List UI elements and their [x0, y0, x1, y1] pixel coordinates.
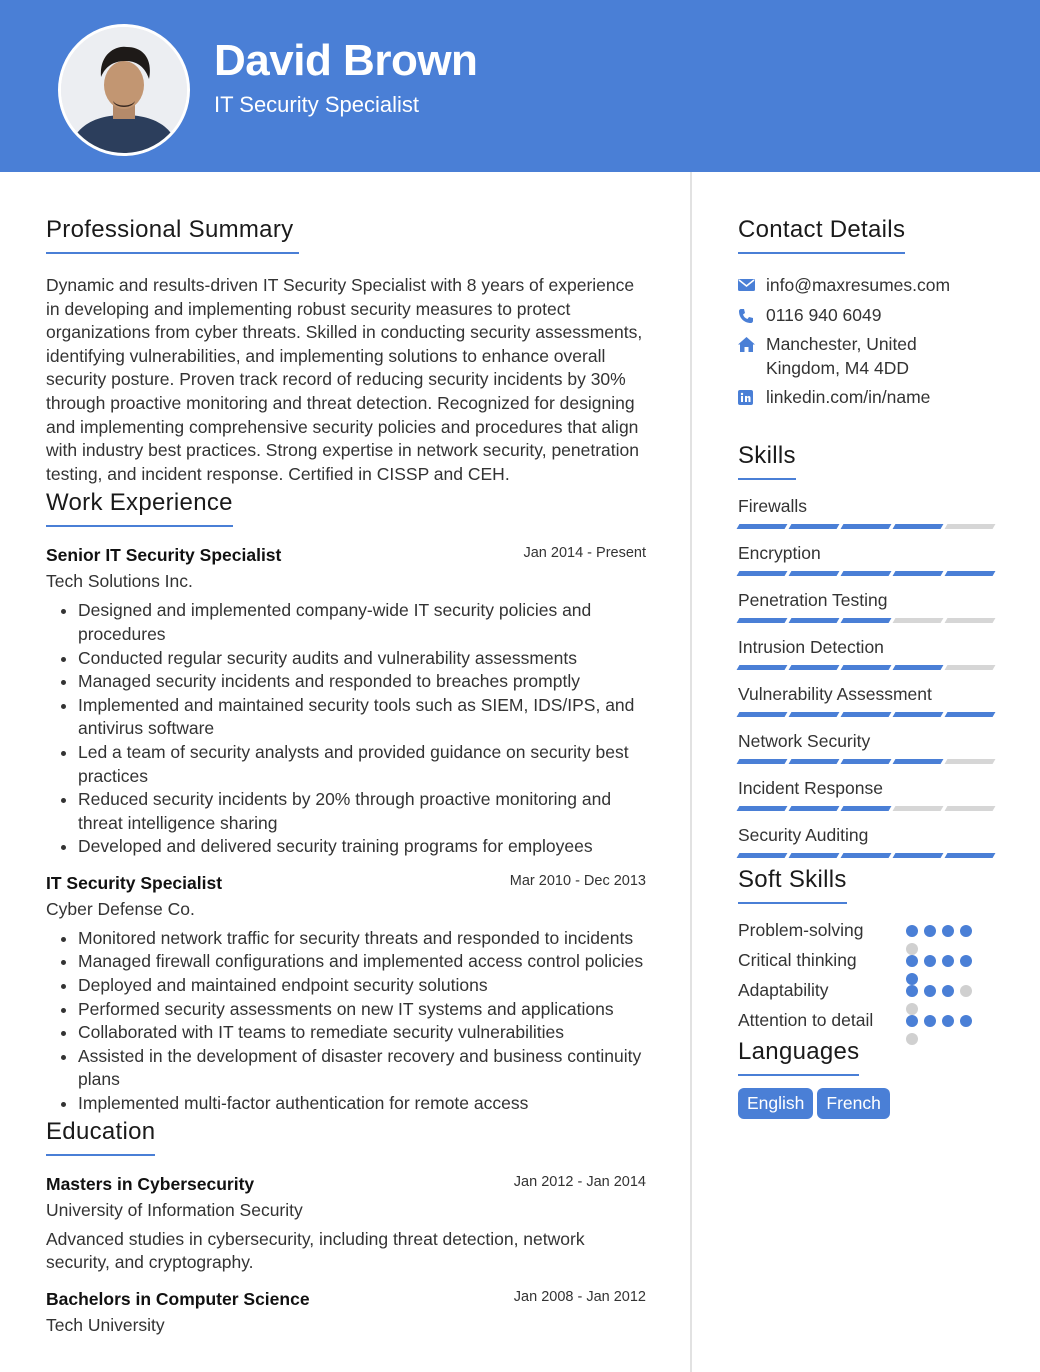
list-item: • Monitored network traffic for security threats and responded to incidents	[78, 927, 646, 951]
skill-level-segment	[737, 618, 788, 623]
skill-level-bar	[738, 853, 994, 858]
skill-level-bar	[738, 665, 994, 670]
list-item: • Performed security assessments on new IT systems and applications	[78, 998, 646, 1022]
education-entry	[46, 1289, 646, 1337]
list-item: • Assisted in the development of disaster recovery and business continuity plans	[78, 1045, 646, 1092]
list-item: • Conducted regular security audits and vulnerability assessments	[78, 647, 646, 671]
skill-level-segment	[737, 571, 788, 576]
skill-level-segment	[945, 524, 996, 529]
main-column	[46, 172, 646, 1337]
skill-level-segment	[737, 665, 788, 670]
degree: Masters in Cybersecurity	[46, 1173, 255, 1194]
job-role: Senior IT Security Specialist	[46, 545, 282, 566]
skill-name: Firewalls	[738, 495, 808, 516]
soft-skill-row	[738, 1008, 998, 1032]
soft-skill-row	[738, 948, 998, 972]
skill-level-segment	[737, 759, 788, 764]
skill-level-segment	[789, 759, 840, 764]
rating-dot	[942, 955, 954, 967]
skill-level-segment	[789, 712, 840, 717]
soft-skills-list	[738, 918, 998, 1032]
summary-text: Dynamic and results-driven IT Security Specialist with 8 years of experience in developing and implementing robust security measures to protect organizations from cyber threats. Skilled in conducting security assessments, identifying vulnerabilities, and implementing solutions to enhance overall security posture. Proven track record of reducing security incidents by 30% through proactive monitoring and threat detection. Recognized for designing and implementing comprehensive security policies and procedures that align with industry best practices. Strong expertise in network security, penetration testing, and incident response. Certified in CISSP and CEH.	[46, 275, 643, 484]
candidate-title: IT Security Specialist	[214, 92, 420, 117]
skill-level-segment	[945, 806, 996, 811]
rating-dot	[960, 925, 972, 937]
skill-level-bar	[738, 571, 994, 576]
skill-level-segment	[789, 524, 840, 529]
rating-dot	[924, 1015, 936, 1027]
skill-level-segment	[841, 759, 892, 764]
resume-header	[0, 0, 1040, 172]
skill-level-segment	[893, 853, 944, 858]
linkedin-icon	[738, 390, 753, 405]
skill-level-segment	[789, 806, 840, 811]
list-item: • Implemented and maintained security tools such as SIEM, IDS/IPS, and antivirus software	[78, 694, 646, 741]
education-date: Jan 2008 - Jan 2012	[513, 1288, 646, 1305]
job-entry	[46, 873, 646, 1116]
skill-level-segment	[893, 524, 944, 529]
side-column	[738, 172, 998, 1119]
contact-phone[interactable]: 0116 940 6049	[738, 304, 998, 328]
skill-level-segment	[945, 712, 996, 717]
skill-level-segment	[893, 759, 944, 764]
skill-level-segment	[737, 524, 788, 529]
rating-dot	[960, 1015, 972, 1027]
soft-skills-heading: Soft Skills	[738, 866, 847, 904]
skill-level-segment	[893, 665, 944, 670]
skill-level-bar	[738, 524, 994, 529]
home-icon	[738, 337, 755, 352]
job-bullets	[46, 927, 646, 1116]
skill-level-bar	[738, 806, 994, 811]
column-divider	[690, 172, 692, 1372]
skill-level-segment	[841, 712, 892, 717]
job-role: IT Security Specialist	[46, 872, 223, 893]
skill-name: Penetration Testing	[738, 589, 888, 610]
rating-dot	[924, 925, 936, 937]
education-date: Jan 2012 - Jan 2014	[513, 1173, 646, 1190]
languages-list	[738, 1088, 998, 1119]
rating-dot	[942, 925, 954, 937]
job-bullets	[46, 599, 646, 859]
skill-level-segment	[789, 618, 840, 623]
skill-level-segment	[945, 759, 996, 764]
skill-level-segment	[893, 618, 944, 623]
soft-skill-name: Critical thinking	[738, 949, 857, 970]
contact-heading: Contact Details	[738, 216, 905, 254]
skill-level-bar	[738, 759, 994, 764]
job-date: Mar 2010 - Dec 2013	[509, 872, 646, 889]
skill-level-segment	[841, 571, 892, 576]
list-item: • Developed and delivered security training programs for employees	[78, 835, 646, 859]
skill-level-segment	[841, 665, 892, 670]
rating-dot	[906, 1015, 918, 1027]
skill-level-segment	[737, 712, 788, 717]
language-chip: French	[817, 1088, 889, 1119]
education-entry	[46, 1174, 646, 1275]
skills-list	[738, 494, 998, 858]
skill-level-segment	[737, 853, 788, 858]
education-description: Advanced studies in cybersecurity, including threat detection, network security, and cryptography.	[46, 1228, 585, 1273]
rating-dot	[906, 985, 918, 997]
job-company: Cyber Defense Co.	[46, 898, 195, 919]
job-date: Jan 2014 - Present	[523, 545, 646, 562]
list-item: • Led a team of security analysts and provided guidance on security best practices	[78, 741, 646, 788]
skill-level-segment	[945, 571, 996, 576]
rating-dot	[924, 955, 936, 967]
skill-name: Incident Response	[738, 777, 883, 798]
education-heading: Education	[46, 1118, 155, 1156]
languages-heading: Languages	[738, 1038, 859, 1076]
candidate-name: David Brown	[214, 36, 478, 85]
rating-dot	[960, 985, 972, 997]
skill-name: Security Auditing	[738, 824, 869, 845]
skill-name: Encryption	[738, 542, 821, 563]
skill-level-segment	[893, 571, 944, 576]
list-item: • Managed security incidents and responded to breaches promptly	[78, 670, 646, 694]
job-company: Tech Solutions Inc.	[46, 571, 193, 592]
contact-linkedin[interactable]: linkedin.com/in/name	[738, 386, 998, 410]
soft-skill-name: Adaptability	[738, 979, 829, 1000]
school: University of Information Security	[46, 1199, 303, 1220]
skill-level-segment	[893, 806, 944, 811]
skill-level-bar	[738, 712, 994, 717]
skill-level-segment	[789, 853, 840, 858]
skill-name: Vulnerability Assessment	[738, 683, 932, 704]
rating-dot	[906, 955, 918, 967]
rating-dot	[924, 985, 936, 997]
phone-icon	[738, 308, 754, 324]
soft-skill-row	[738, 918, 998, 942]
envelope-icon	[738, 278, 755, 292]
skill-level-segment	[893, 712, 944, 717]
profile-photo	[58, 24, 190, 156]
rating-dot	[906, 925, 918, 937]
skill-level-segment	[945, 665, 996, 670]
rating-dot	[942, 985, 954, 997]
soft-skill-row	[738, 978, 998, 1002]
rating-dot	[960, 955, 972, 967]
skill-name: Intrusion Detection	[738, 636, 884, 657]
skill-level-segment	[841, 853, 892, 858]
skill-level-segment	[789, 665, 840, 670]
skill-level-segment	[737, 806, 788, 811]
skills-heading: Skills	[738, 442, 796, 480]
contact-email[interactable]: info@maxresumes.com	[738, 274, 998, 298]
list-item: • Collaborated with IT teams to remediate security vulnerabilities	[78, 1021, 646, 1045]
language-chip: English	[738, 1088, 813, 1119]
summary-heading: Professional Summary	[46, 216, 299, 254]
soft-skill-name: Attention to detail	[738, 1009, 874, 1030]
skill-level-segment	[789, 571, 840, 576]
skill-level-segment	[945, 618, 996, 623]
experience-heading: Work Experience	[46, 489, 233, 527]
skill-level-bar	[738, 618, 994, 623]
rating-dot	[906, 1033, 918, 1045]
contact-address: Manchester, United Kingdom, M4 4DD	[738, 333, 998, 380]
skill-name: Network Security	[738, 730, 871, 751]
soft-skill-name: Problem-solving	[738, 919, 864, 940]
school: Tech University	[46, 1314, 165, 1335]
list-item: • Deployed and maintained endpoint security solutions	[78, 974, 646, 998]
skill-level-segment	[841, 618, 892, 623]
list-item: • Managed firewall configurations and implemented access control policies	[78, 950, 646, 974]
list-item: • Implemented multi-factor authentication for remote access	[78, 1092, 646, 1116]
skill-level-segment	[841, 806, 892, 811]
rating-dot	[942, 1015, 954, 1027]
skill-level-segment	[945, 853, 996, 858]
skill-level-segment	[841, 524, 892, 529]
list-item: • Designed and implemented company-wide IT security policies and procedures	[78, 599, 646, 646]
job-entry	[46, 545, 646, 859]
degree: Bachelors in Computer Science	[46, 1288, 310, 1309]
list-item: • Reduced security incidents by 20% through proactive monitoring and threat intelligence sharing	[78, 788, 646, 835]
